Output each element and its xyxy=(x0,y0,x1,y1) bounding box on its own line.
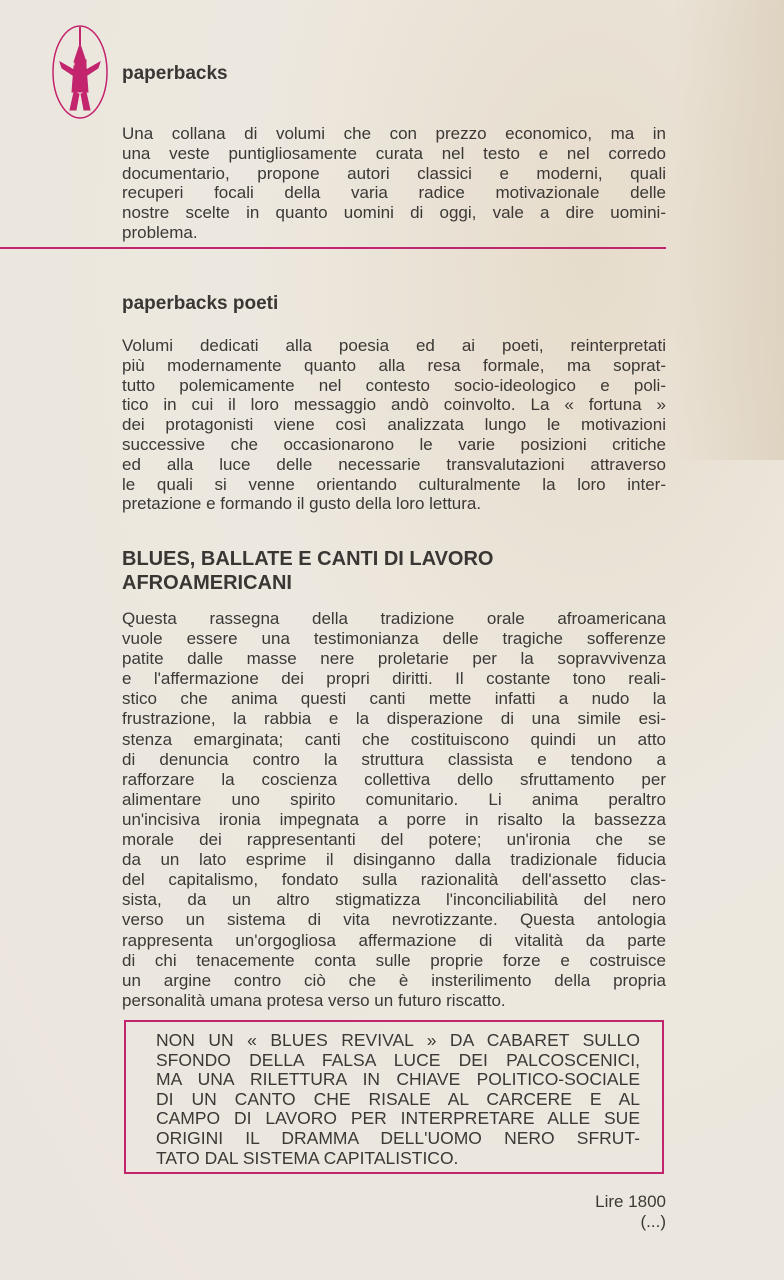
divider-line xyxy=(0,247,666,249)
text-line: recuperi focali della varia radice motivazionale delle xyxy=(122,183,666,203)
text-line: successive che occasionarono le varie posizioni critiche xyxy=(122,434,666,454)
section-title-paperbacks: paperbacks xyxy=(122,63,228,84)
text-line: stenza emarginata; canti che costituiscono quindi un atto xyxy=(122,729,666,749)
text-line: tutto polemicamente nel contesto socio-ideologico e poli- xyxy=(122,375,666,395)
book-title-line-2: AFROAMERICANI xyxy=(122,572,292,594)
paper-stain xyxy=(674,0,784,460)
text-line: le quali si venne orientando culturalmente la loro inter- xyxy=(122,474,666,494)
price-label: Lire 1800 xyxy=(595,1192,666,1211)
price-block xyxy=(595,1192,666,1232)
price-note: (...) xyxy=(640,1212,666,1231)
publisher-logo-icon xyxy=(50,22,110,122)
callout-line: MA UNA RILETTURA IN CHIAVE POLITICO-SOCIALE xyxy=(156,1069,640,1090)
callout-line: CAMPO DI LAVORO PER INTERPRETARE ALLE SUE xyxy=(156,1108,640,1129)
text-line: di chi tenacemente conta sulle proprie forze e costruisce xyxy=(122,950,666,970)
text-line: più modernamente quanto alla resa formale, ma soprat- xyxy=(122,355,666,375)
text-line: morale dei rappresentanti del potere; un'ironia che se xyxy=(122,830,666,850)
text-line: rafforzare la coscienza collettiva dello sfruttamento per xyxy=(122,769,666,789)
text-line: patite dalle masse nere proletarie per la sopravvivenza xyxy=(122,649,666,669)
text-line: problema. xyxy=(122,222,198,242)
book-description xyxy=(122,609,666,1011)
section-poeti-text xyxy=(122,336,666,514)
text-line: un argine contro ciò che è insterilimento della propria xyxy=(122,970,666,990)
text-line: pretazione e formando il gusto della loro lettura. xyxy=(122,494,482,514)
callout-box xyxy=(124,1020,664,1174)
text-line: nostre scelte in quanto uomini di oggi, vale a dire uomini- xyxy=(122,203,666,223)
section-title-paperbacks-poeti: paperbacks poeti xyxy=(122,293,279,314)
text-line: di denuncia contro la struttura classista e tendono a xyxy=(122,749,666,769)
text-line: personalità umana protesa verso un futuro riscatto. xyxy=(122,990,506,1010)
text-line: una veste puntigliosamente curata nel testo e nel corredo xyxy=(122,143,666,163)
text-line: alimentare uno spirito comunitario. Li anima peraltro xyxy=(122,789,666,809)
book-title-line-1: BLUES, BALLATE E CANTI DI LAVORO xyxy=(122,548,494,570)
text-line: vuole essere una testimonianza delle tragiche sofferenze xyxy=(122,629,666,649)
text-line: Una collana di volumi che con prezzo economico, ma in xyxy=(122,124,666,143)
text-line: del capitalismo, fondato sulla razionalità dell'assetto clas- xyxy=(122,870,666,890)
callout-line: NON UN « BLUES REVIVAL » DA CABARET SULLO xyxy=(156,1030,640,1050)
text-line: e l'affermazione dei propri diritti. Il costante tono reali- xyxy=(122,669,666,689)
text-line: tico in cui il loro messaggio andò coinvolto. La « fortuna » xyxy=(122,395,666,415)
callout-line: ORIGINI IL DRAMMA DELL'UOMO NERO SFRUT- xyxy=(156,1127,640,1148)
text-line: da un lato esprime il disinganno dalla tradizionale fiducia xyxy=(122,850,666,870)
text-line: ed alla luce delle necessarie transvalutazioni attraverso xyxy=(122,454,666,474)
text-line: Volumi dedicati alla poesia ed ai poeti, reinterpretati xyxy=(122,336,666,355)
callout-line: TATO DAL SISTEMA CAPITALISTICO. xyxy=(156,1147,459,1168)
text-line: sista, da un altro stigmatizza l'inconciliabilità del nero xyxy=(122,890,666,910)
text-line: dei protagonisti viene così analizzata lungo le motivazioni xyxy=(122,415,666,435)
callout-line: SFONDO DELLA FALSA LUCE DEI PALCOSCENICI, xyxy=(156,1049,640,1070)
text-line: documentario, propone autori classici e moderni, quali xyxy=(122,163,666,183)
text-line: frustrazione, la rabbia e la disperazione di una simile esi- xyxy=(122,709,666,729)
text-line: Questa rassegna della tradizione orale afroamericana xyxy=(122,609,666,628)
text-line: verso un sistema di vita nevrotizzante. Questa antologia xyxy=(122,910,666,930)
text-line: rappresenta un'orgogliosa affermazione di vitalità da parte xyxy=(122,930,666,950)
callout-line: DI UN CANTO CHE RISALE AL CARCERE E AL xyxy=(156,1088,640,1109)
text-line: stico che anima questi canti mette infatti a nudo la xyxy=(122,689,666,709)
section-paperbacks-text xyxy=(122,124,666,243)
text-line: un'incisiva ironia impegnata a porre in risalto la bassezza xyxy=(122,809,666,829)
